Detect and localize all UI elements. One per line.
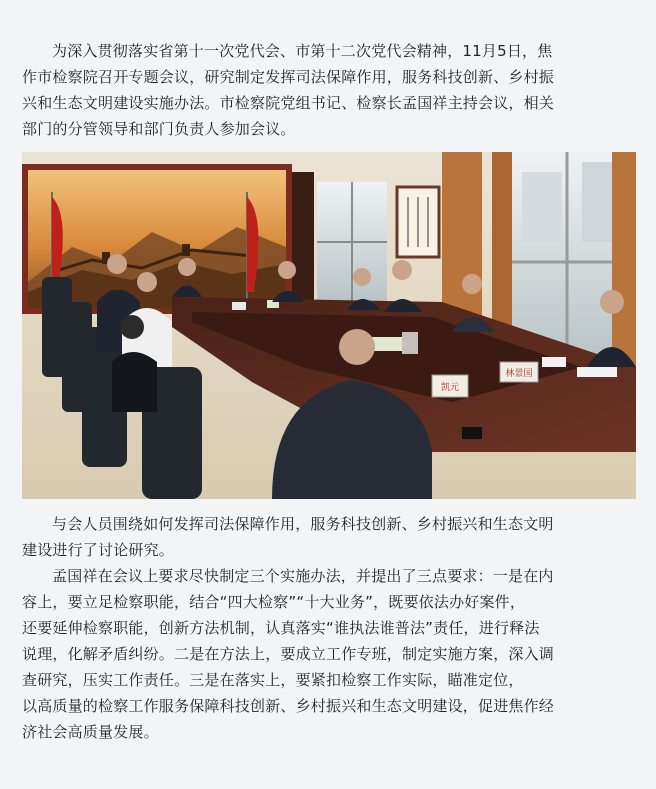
text-line: 作市检察院召开专题会议，研究制定发挥司法保障作用，服务科技创新、乡村振 [22, 68, 555, 86]
paragraph-requirements [22, 563, 636, 745]
text-line: 兴和生态文明建设实施办法。市检察院党组书记、检察长孟国祥主持会议，相关 [22, 94, 555, 112]
text-line: 济社会高质量发展。 [22, 723, 159, 741]
text-line: 以高质量的检察工作服务保障科技创新、乡村振兴和生态文明建设，促进焦作经 [22, 697, 555, 715]
text-line: 还要延伸检察职能，创新方法机制，认真落实“谁执法谁普法”责任，进行释法 [22, 619, 540, 637]
text-line: 与会人员围绕如何发挥司法保障作用，服务科技创新、乡村振兴和生态文明 [52, 515, 554, 533]
text-line: 容上，要立足检察职能，结合“四大检察”“十大业务”，既要依法办好案件， [22, 593, 526, 611]
paragraph-discussion [22, 511, 636, 563]
name-plate-2: 林景国 [505, 369, 533, 379]
text-line: 查研究，压实工作责任。三是在落实上，要紧扣检察工作实际，瞄准定位， [22, 671, 524, 689]
text-line: 孟国祥在会议上要求尽快制定三个实施办法，并提出了三点要求：一是在内 [52, 567, 554, 585]
paragraph-intro [22, 38, 636, 142]
text-line: 建设进行了讨论研究。 [22, 541, 175, 559]
text-line: 部门的分管领导和部门负责人参加会议。 [22, 120, 296, 138]
name-plate-1: 凯元 [440, 383, 460, 393]
text-line: 为深入贯彻落实省第十一次党代会、市第十二次党代会精神，11月5日，焦 [52, 42, 553, 60]
meeting-photo-illustration [22, 152, 636, 499]
meeting-photo [22, 152, 636, 499]
text-line: 说理，化解矛盾纠纷。二是在方法上，要成立工作专班，制定实施方案，深入调 [22, 645, 555, 663]
